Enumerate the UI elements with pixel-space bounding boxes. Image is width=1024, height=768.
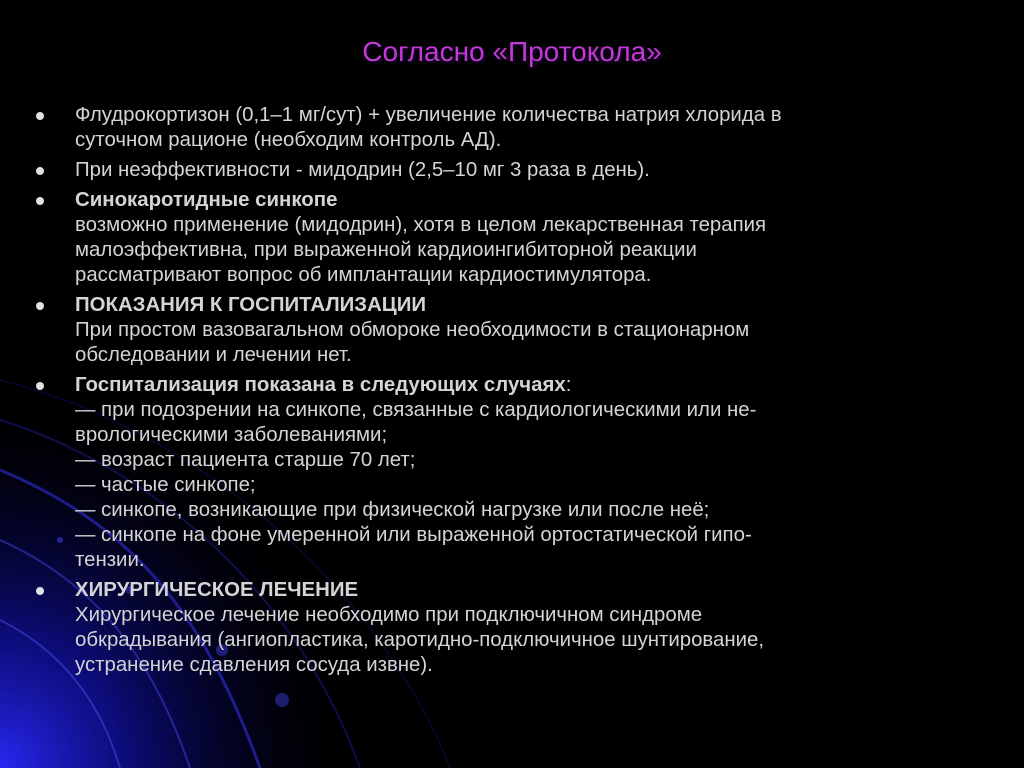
item-text-line: — возраст пациента старше 70 лет; <box>75 449 416 471</box>
item-text-line: Флудрокортизон (0,1–1 мг/сут) + увеличение количества натрия хлорида в <box>75 104 782 126</box>
list-item <box>30 158 990 183</box>
item-text-line: — при подозрении на синкопе, связанные с кардиологическими или не- <box>75 399 757 421</box>
bullet-icon <box>36 382 44 390</box>
item-heading-suffix: : <box>565 374 572 396</box>
item-heading-line <box>75 373 990 398</box>
item-text-line: — синкопе на фоне умеренной или выраженной ортостатической гипо- <box>75 524 752 546</box>
item-text-line: тензии. <box>75 549 145 571</box>
bullet-icon <box>36 112 44 120</box>
list-item <box>30 293 990 368</box>
slide-title: Согласно «Протокола» <box>362 36 662 67</box>
list-item <box>30 578 990 678</box>
item-text-line: При неэффективности - мидодрин (2,5–10 мг 3 раза в день). <box>75 159 650 181</box>
list-item <box>30 373 990 573</box>
item-text-line: При простом вазовагальном обмороке необходимости в стационарном <box>75 319 750 341</box>
item-heading: Госпитализация показана в следующих случаях <box>75 374 566 396</box>
item-text-line: малоэффективна, при выраженной кардиоингибиторной реакции <box>75 239 697 261</box>
item-text-line: — синкопе, возникающие при физической нагрузке или после неё; <box>75 499 710 521</box>
item-text-line: суточном рационе (необходим контроль АД). <box>75 129 502 151</box>
list-item <box>30 188 990 288</box>
item-heading: ХИРУРГИЧЕСКОЕ ЛЕЧЕНИЕ <box>75 579 359 601</box>
item-text-line: устранение сдавления сосуда извне). <box>75 654 433 676</box>
item-text-line: обследовании и лечении нет. <box>75 344 352 366</box>
list-item <box>30 103 990 153</box>
item-heading: ПОКАЗАНИЯ К ГОСПИТАЛИЗАЦИИ <box>75 294 427 316</box>
bullet-icon <box>36 197 44 205</box>
item-text-line: врологическими заболеваниями; <box>75 424 388 446</box>
item-text-line: обкрадывания (ангиопластика, каротидно-подключичное шунтирование, <box>75 629 765 651</box>
bullet-icon <box>36 587 44 595</box>
item-text-line: возможно применение (мидодрин), хотя в целом лекарственная терапия <box>75 214 767 236</box>
item-heading: Синокаротидные синкопе <box>75 189 338 211</box>
slide-content <box>30 103 990 683</box>
item-text-line: Хирургическое лечение необходимо при подключичном синдроме <box>75 604 703 626</box>
item-text-line: — частые синкопе; <box>75 474 256 496</box>
item-text-line: рассматривают вопрос об имплантации кардиостимулятора. <box>75 264 652 286</box>
bullet-icon <box>36 167 44 175</box>
bullet-icon <box>36 302 44 310</box>
